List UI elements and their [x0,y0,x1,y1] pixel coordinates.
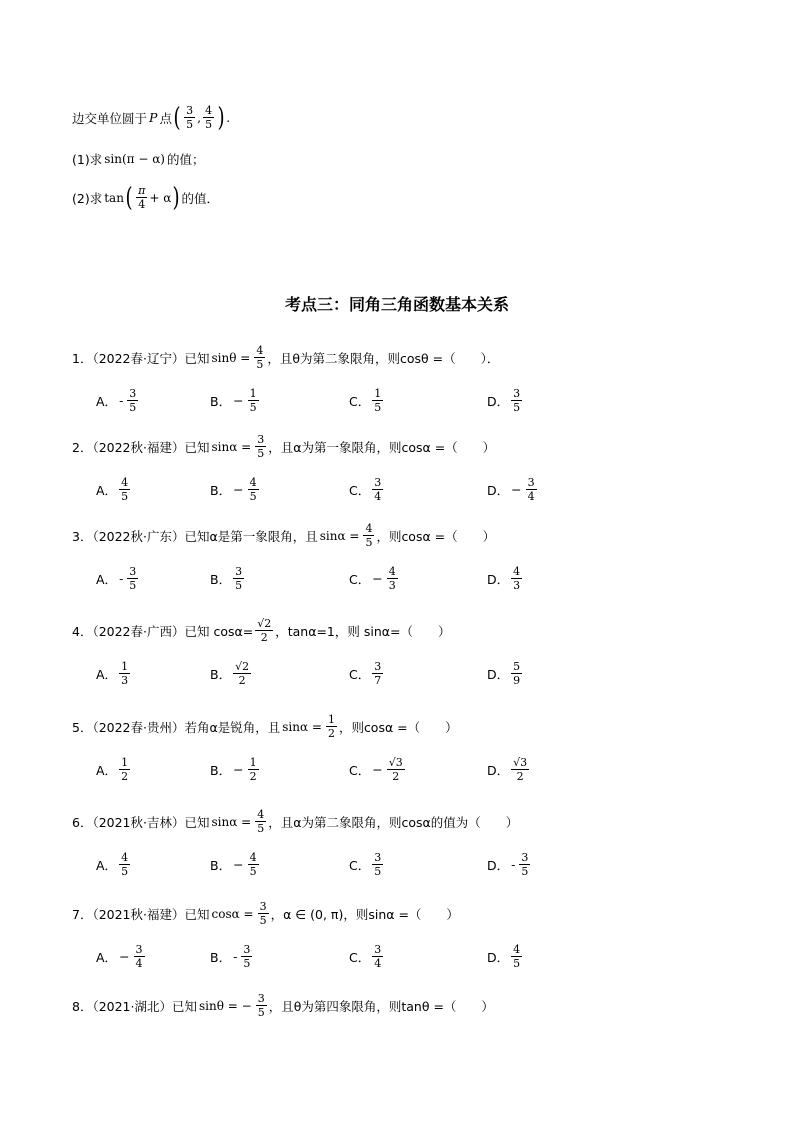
option-letter: A． [96,762,118,778]
question-text: ，则cosα =（ ） [376,528,496,544]
option-letter: B． [210,571,232,587]
option-letter: B． [210,666,232,682]
answer-option[interactable] [96,851,132,878]
answer-option[interactable] [210,943,254,970]
question-text: ，且α为第二象限角，则cosα的值为（ ） [268,814,519,830]
question-label: 4．（2022春·广西）已知 cosα= [72,623,254,639]
question-text: ，则cosα =（ ） [338,719,458,735]
fraction: $\frac{3}{5}$ [259,900,267,927]
answer-option[interactable] [96,387,140,414]
option-sign: − [233,762,244,777]
question-text: ，tanα=1，则 sinα=（ ） [275,623,451,639]
option-sign: - [511,857,516,872]
fraction: $\frac{3}{5}$ [513,387,521,414]
section-title: 考点三：同角三角函数基本关系 [284,295,509,314]
answer-option[interactable] [349,943,385,970]
answer-option[interactable] [210,476,261,503]
answer-option[interactable] [96,756,132,783]
fraction: $\frac{3}{5}$ [129,387,137,414]
answer-option[interactable] [210,660,253,687]
fraction: $\frac{4}{5}$ [249,476,257,503]
fraction: $\frac{3}{5}$ [257,992,265,1019]
option-sign: - [233,949,238,964]
fraction: $\frac{1}{2}$ [249,756,257,783]
fraction: $\frac{4}{5}$ [121,851,129,878]
fraction: $\frac{3}{5}$ [235,565,243,592]
answer-option[interactable] [487,565,524,592]
option-sign: − [233,482,244,497]
option-letter: B． [210,762,232,778]
option-sign: − [119,949,130,964]
option-letter: C． [349,666,371,682]
intro-question-2: (2)求 tan ( $\frac{\pi}{4}$ + α ) 的值． [72,182,219,213]
option-letter: D． [487,949,510,965]
given-expression: cosα = [211,906,254,921]
fraction: $\frac{√2}{2}$ [257,617,272,644]
q2-fraction: $\frac{\pi}{4}$ [138,184,146,211]
option-letter: D． [487,666,510,682]
question-text: ，且θ为第四象限角，则tanθ =（ ） [268,998,494,1014]
fraction: $\frac{4}{3}$ [388,565,396,592]
answer-option[interactable] [96,660,132,687]
fraction: $\frac{1}{5}$ [249,387,257,414]
answer-option[interactable] [349,660,385,687]
answer-option[interactable] [487,476,539,503]
question-label: 1．（2022春·辽宁）已知 [72,350,210,366]
option-letter: D． [487,857,510,873]
fraction: $\frac{3}{4}$ [527,476,535,503]
question-text: ，α ∈ (0, π)，则sinα =（ ） [270,906,459,922]
given-expression: sinθ = − [199,998,252,1013]
fraction: $\frac{3}{5}$ [129,565,137,592]
answer-option[interactable] [96,476,132,503]
intro-question-1: (1)求 sin(π − α) 的值； [72,152,205,167]
fraction: $\frac{√2}{2}$ [235,660,250,687]
intro-line-1: 边交单位圆于 P 点 ( $\frac{3}{5}$ , $\frac{4}{5}$ ) . [72,102,231,133]
given-expression: sinα = [282,719,322,734]
option-sign: − [233,393,244,408]
option-letter: A． [96,393,118,409]
option-sign: − [233,857,244,872]
fraction: $\frac{1}{2}$ [121,756,129,783]
answer-option[interactable] [96,943,147,970]
fraction: $\frac{3}{4}$ [374,943,382,970]
given-expression: sinθ = [211,350,251,365]
answer-option[interactable] [487,943,524,970]
answer-option[interactable] [349,851,385,878]
question-text: ，且θ为第二象限角，则cosθ =（ ）． [267,350,500,366]
option-letter: A． [96,666,118,682]
point-label: P [149,110,158,125]
answer-option[interactable] [96,565,140,592]
question-stem [72,617,450,644]
option-letter: D． [487,762,510,778]
question-label: 8．（2021·湖北）已知 [72,998,197,1014]
question-label: 3．（2022秋·广东）已知α是第一象限角，且 [72,528,318,544]
fraction: $\frac{3}{4}$ [135,943,143,970]
question-stem [72,344,499,371]
option-sign: − [372,762,383,777]
answer-option[interactable] [349,565,400,592]
option-sign: − [372,571,383,586]
option-letter: D． [487,393,510,409]
question-stem [72,522,495,549]
option-letter: C． [349,393,371,409]
answer-option[interactable] [487,851,532,878]
fraction: $\frac{3}{5}$ [521,851,529,878]
option-letter: A． [96,949,118,965]
question-label: 2．（2022秋·福建）已知 [72,439,210,455]
answer-option[interactable] [210,387,261,414]
option-letter: C． [349,482,371,498]
option-letter: A． [96,571,118,587]
fraction: $\frac{1}{5}$ [374,387,382,414]
fraction: $\frac{3}{5}$ [374,851,382,878]
fraction: $\frac{1}{3}$ [121,660,129,687]
question-label: 6．（2021秋·吉林）已知 [72,814,210,830]
answer-option[interactable] [210,851,261,878]
fraction: $\frac{4}{5}$ [256,344,264,371]
point-x-fraction: $\frac{3}{5}$ [186,104,194,131]
option-sign: − [511,482,522,497]
option-sign: - [119,571,124,586]
answer-option[interactable] [210,756,261,783]
question-stem [72,992,494,1019]
option-letter: B． [210,857,232,873]
question-text: ，且α为第一象限角，则cosα =（ ） [268,439,496,455]
option-letter: C． [349,571,371,587]
fraction: $\frac{4}{5}$ [121,476,129,503]
fraction: $\frac{4}{3}$ [513,565,521,592]
point-y-fraction: $\frac{4}{5}$ [205,104,213,131]
option-letter: A． [96,482,118,498]
fraction: $\frac{√3}{2}$ [513,756,528,783]
option-letter: B． [210,393,232,409]
given-expression: sinα = [319,528,360,543]
answer-option[interactable] [349,756,407,783]
q1-expression: sin(π − α) [104,152,165,166]
option-letter: C． [349,949,371,965]
fraction: $\frac{3}{7}$ [374,660,382,687]
intro-text: 边交单位圆于 [72,110,148,126]
question-label: 5．（2022春·贵州）若角α是锐角，且 [72,719,281,735]
question-stem [72,808,518,835]
fraction: $\frac{√3}{2}$ [388,756,403,783]
question-label: 7．（2021秋·福建）已知 [72,906,210,922]
answer-option[interactable] [210,565,246,592]
question-stem [72,433,495,460]
given-expression: sinα = [211,814,252,829]
point-suffix: 点 [159,110,172,126]
option-letter: C． [349,762,371,778]
fraction: $\frac{3}{5}$ [243,943,251,970]
question-stem [72,713,458,740]
fraction: $\frac{3}{5}$ [257,433,265,460]
option-letter: B． [210,482,232,498]
fraction: $\frac{3}{4}$ [374,476,382,503]
fraction: $\frac{4}{5}$ [249,851,257,878]
option-letter: D． [487,482,510,498]
option-letter: A． [96,857,118,873]
fraction: $\frac{4}{5}$ [513,943,521,970]
option-letter: C． [349,857,371,873]
answer-option[interactable] [487,660,524,687]
fraction: $\frac{1}{2}$ [327,713,335,740]
given-expression: sinα = [211,439,252,454]
answer-option[interactable] [487,387,524,414]
question-stem [72,900,459,927]
fraction: $\frac{4}{5}$ [365,522,373,549]
answer-option[interactable] [349,387,385,414]
option-sign: - [119,393,124,408]
option-letter: B． [210,949,232,965]
answer-option[interactable] [349,476,385,503]
fraction: $\frac{4}{5}$ [257,808,265,835]
option-letter: D． [487,571,510,587]
answer-option[interactable] [487,756,531,783]
fraction: $\frac{5}{9}$ [513,660,521,687]
